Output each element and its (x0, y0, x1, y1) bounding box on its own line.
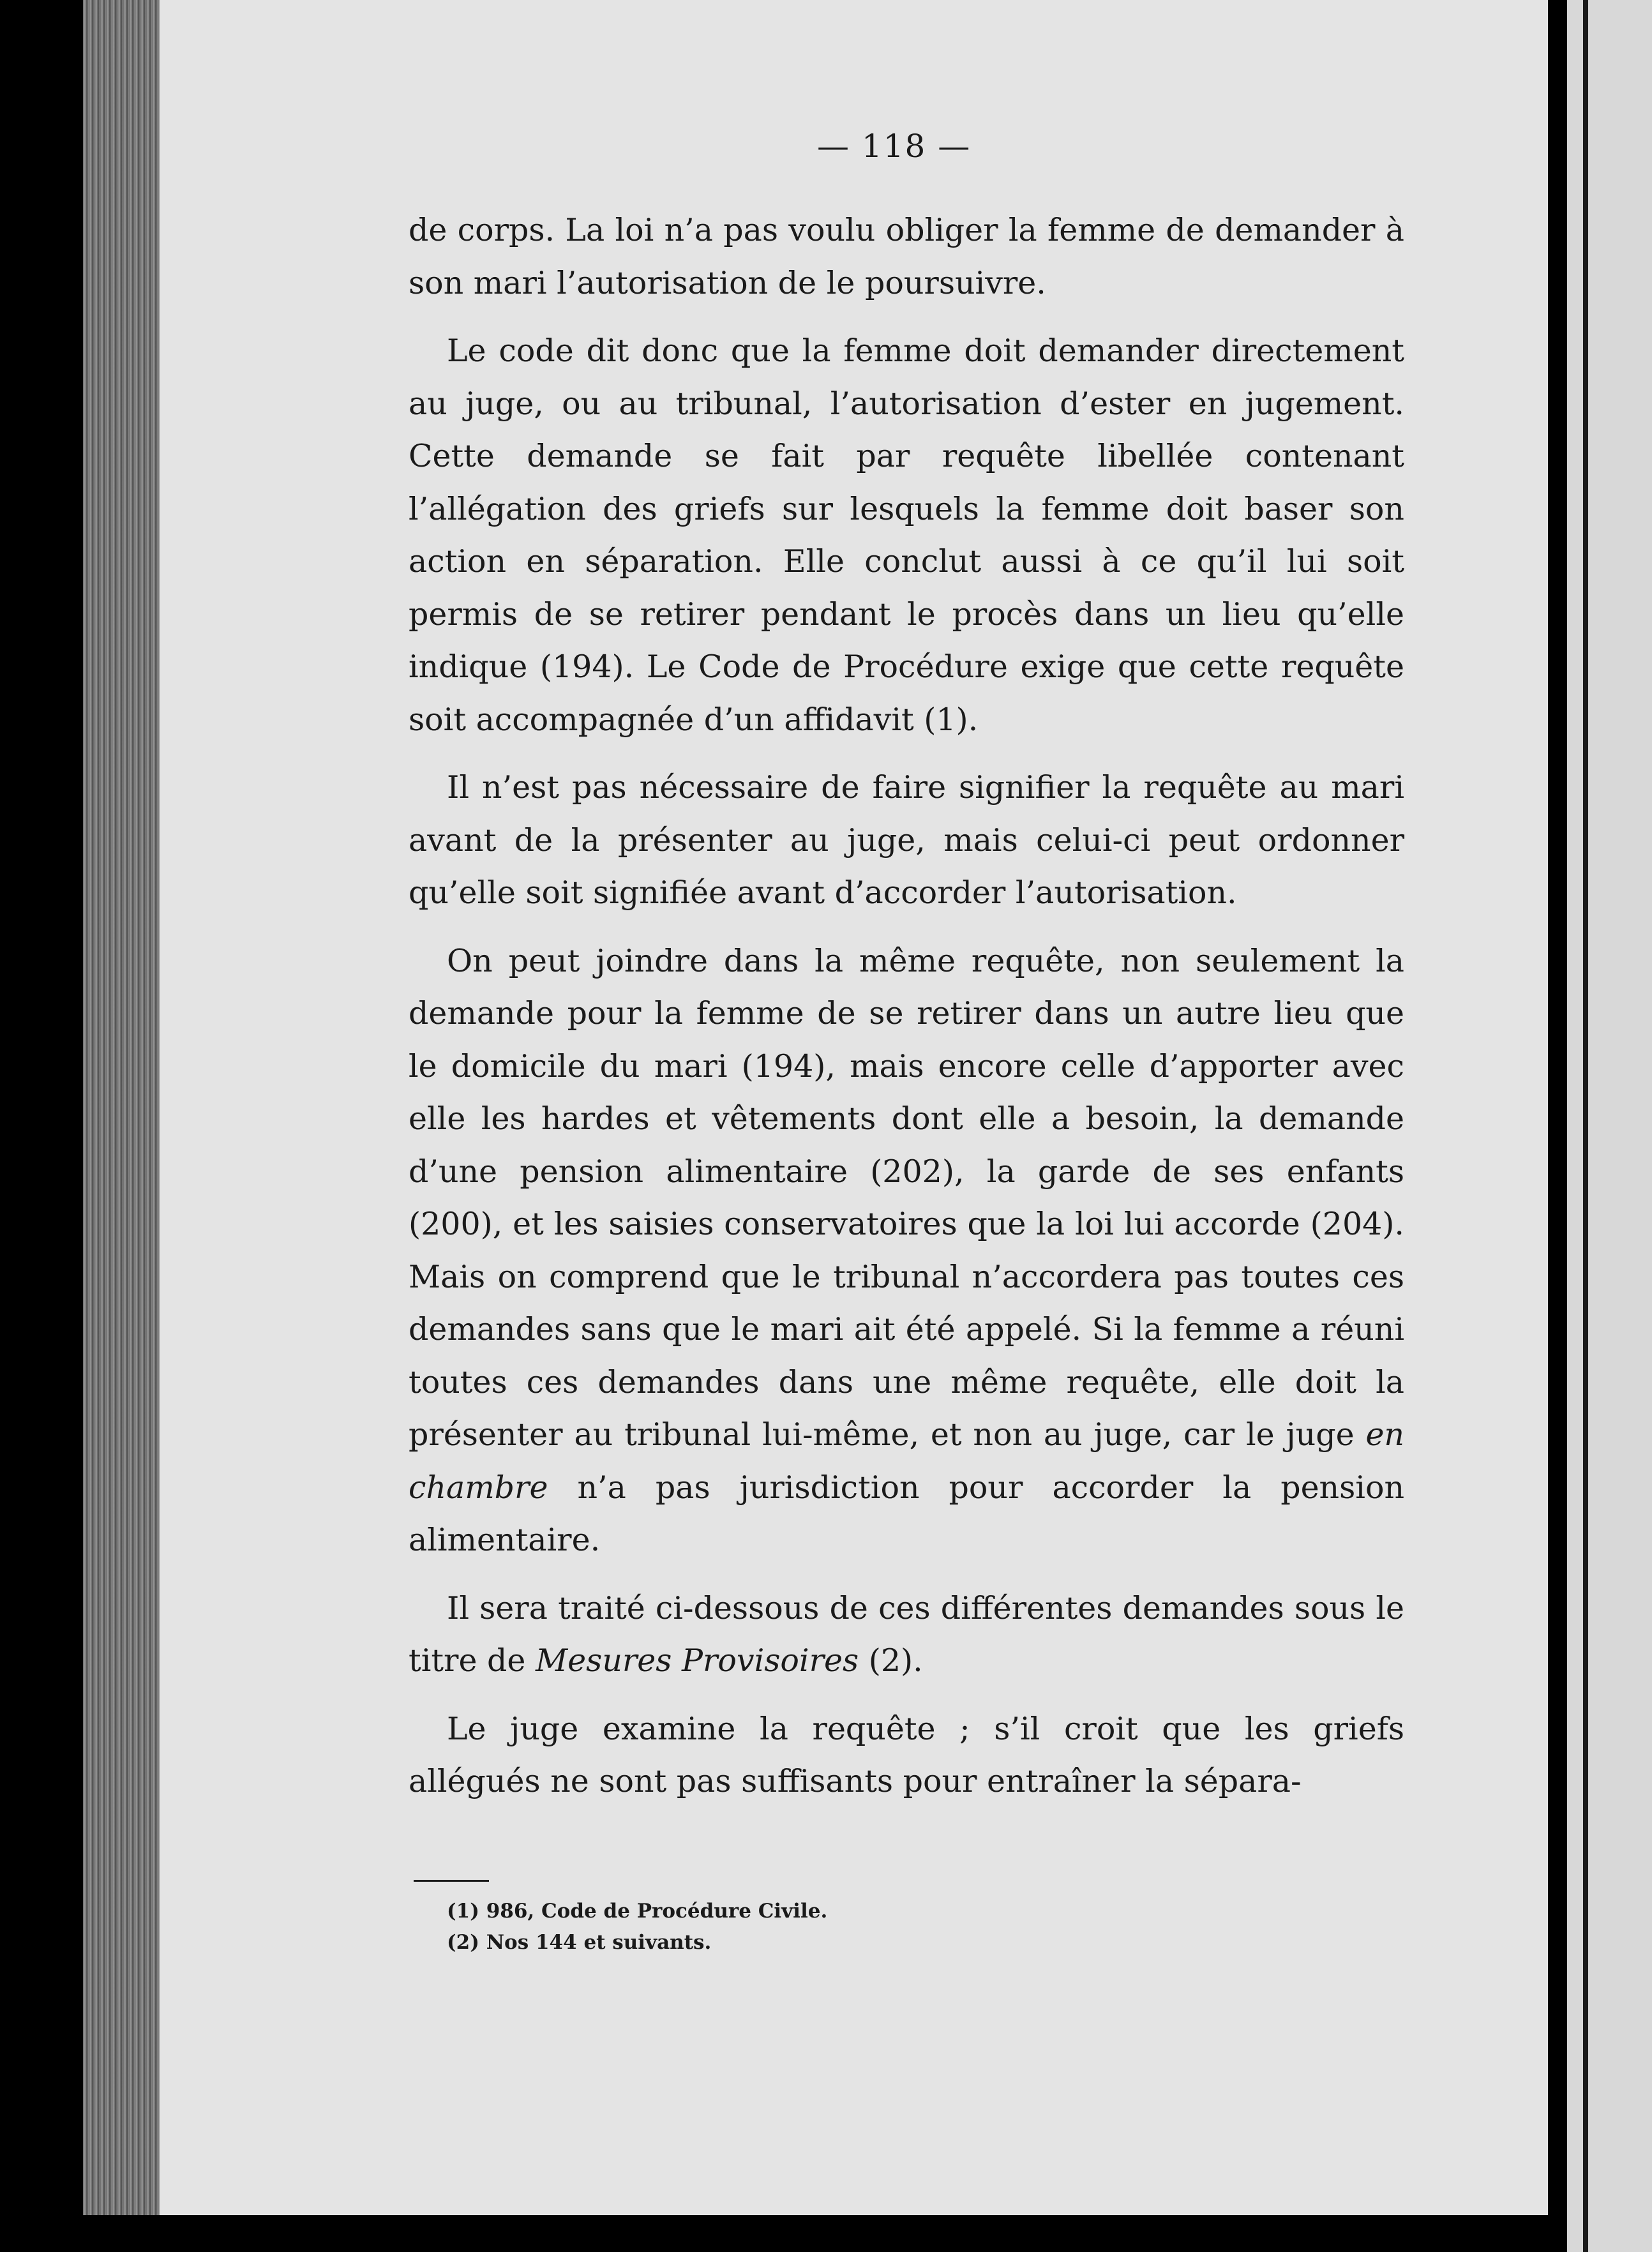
paragraph-text: de corps. La loi n’a pas voulu obliger la femme de demander à son mari l’autorisation de le poursuivre. (409, 212, 1404, 301)
paragraph (409, 204, 1404, 310)
paragraph (409, 1703, 1404, 1808)
paragraph-text: On peut joindre dans la même requête, non seulement la demande pour la femme de se retirer dans un autre lieu que le domicile du mari (194), mais encore celle d’apporter avec elle les hardes et vêtements dont elle a besoin, la demande d’une pension alimentaire (202), la garde de ses enfants (200), et les saisies conservatoires que la loi lui accorde (204). Mais on comprend que le tribunal n’accordera pas toutes ces demandes sans que le mari ait été appelé. Si la femme a réuni toutes ces demandes dans une même requête, elle doit la présenter au tribunal lui-même, et non au juge, car le juge (409, 942, 1404, 1453)
footnotes (447, 1896, 827, 1958)
footnote-rule (414, 1880, 489, 1882)
paragraph-text: (2). (859, 1642, 923, 1679)
paragraph-text: Il n’est pas nécessaire de faire signifier la requête au mari avant de la présenter au juge, mais celui-ci peut ordonner qu’elle soit signifiée avant d’accorder l’autorisation. (409, 769, 1404, 911)
book-page-edges (83, 0, 160, 2252)
paragraph (409, 1582, 1404, 1688)
paragraph-text: Le code dit donc que la femme doit demander directement au juge, ou au tribunal, l’autorisation d’ester en jugement. Cette demande se fait par requête libellée contenant l’allégation des griefs sur lesquels la femme doit baser son action en séparation. Elle conclut aussi à ce qu’il lui soit permis de se retirer pendant le procès dans un lieu qu’elle indique (194). Le Code de Procédure exige que cette requête soit accompagnée d’un affidavit (1). (409, 333, 1404, 738)
adjacent-page-border (1583, 0, 1588, 2252)
body-text (409, 204, 1404, 1808)
paragraph-text: Le juge examine la requête ; s’il croit que les griefs allégués ne sont pas suffisants pour entraîner la sépara- (409, 1710, 1404, 1799)
page-number: — 118 — (817, 128, 972, 165)
paragraph-text: Il sera traité ci-dessous de ces différentes demandes sous le titre de (409, 1589, 1404, 1679)
adjacent-page-edge (1567, 0, 1652, 2252)
paragraph (409, 935, 1404, 1567)
italic-term: Mesures Provisoires (536, 1642, 859, 1679)
paragraph-text: n’a pas jurisdiction pour accorder la pension alimentaire. (409, 1469, 1404, 1558)
footnote: (1) 986, Code de Procédure Civile. (447, 1900, 828, 1923)
scan-bottom-border (0, 2215, 1567, 2252)
gutter-shadow (1548, 0, 1567, 2252)
footnote: (2) Nos 144 et suivants. (447, 1931, 712, 1954)
paragraph (409, 762, 1404, 920)
paragraph (409, 325, 1404, 746)
italic-term: en chambre (409, 1416, 1404, 1506)
